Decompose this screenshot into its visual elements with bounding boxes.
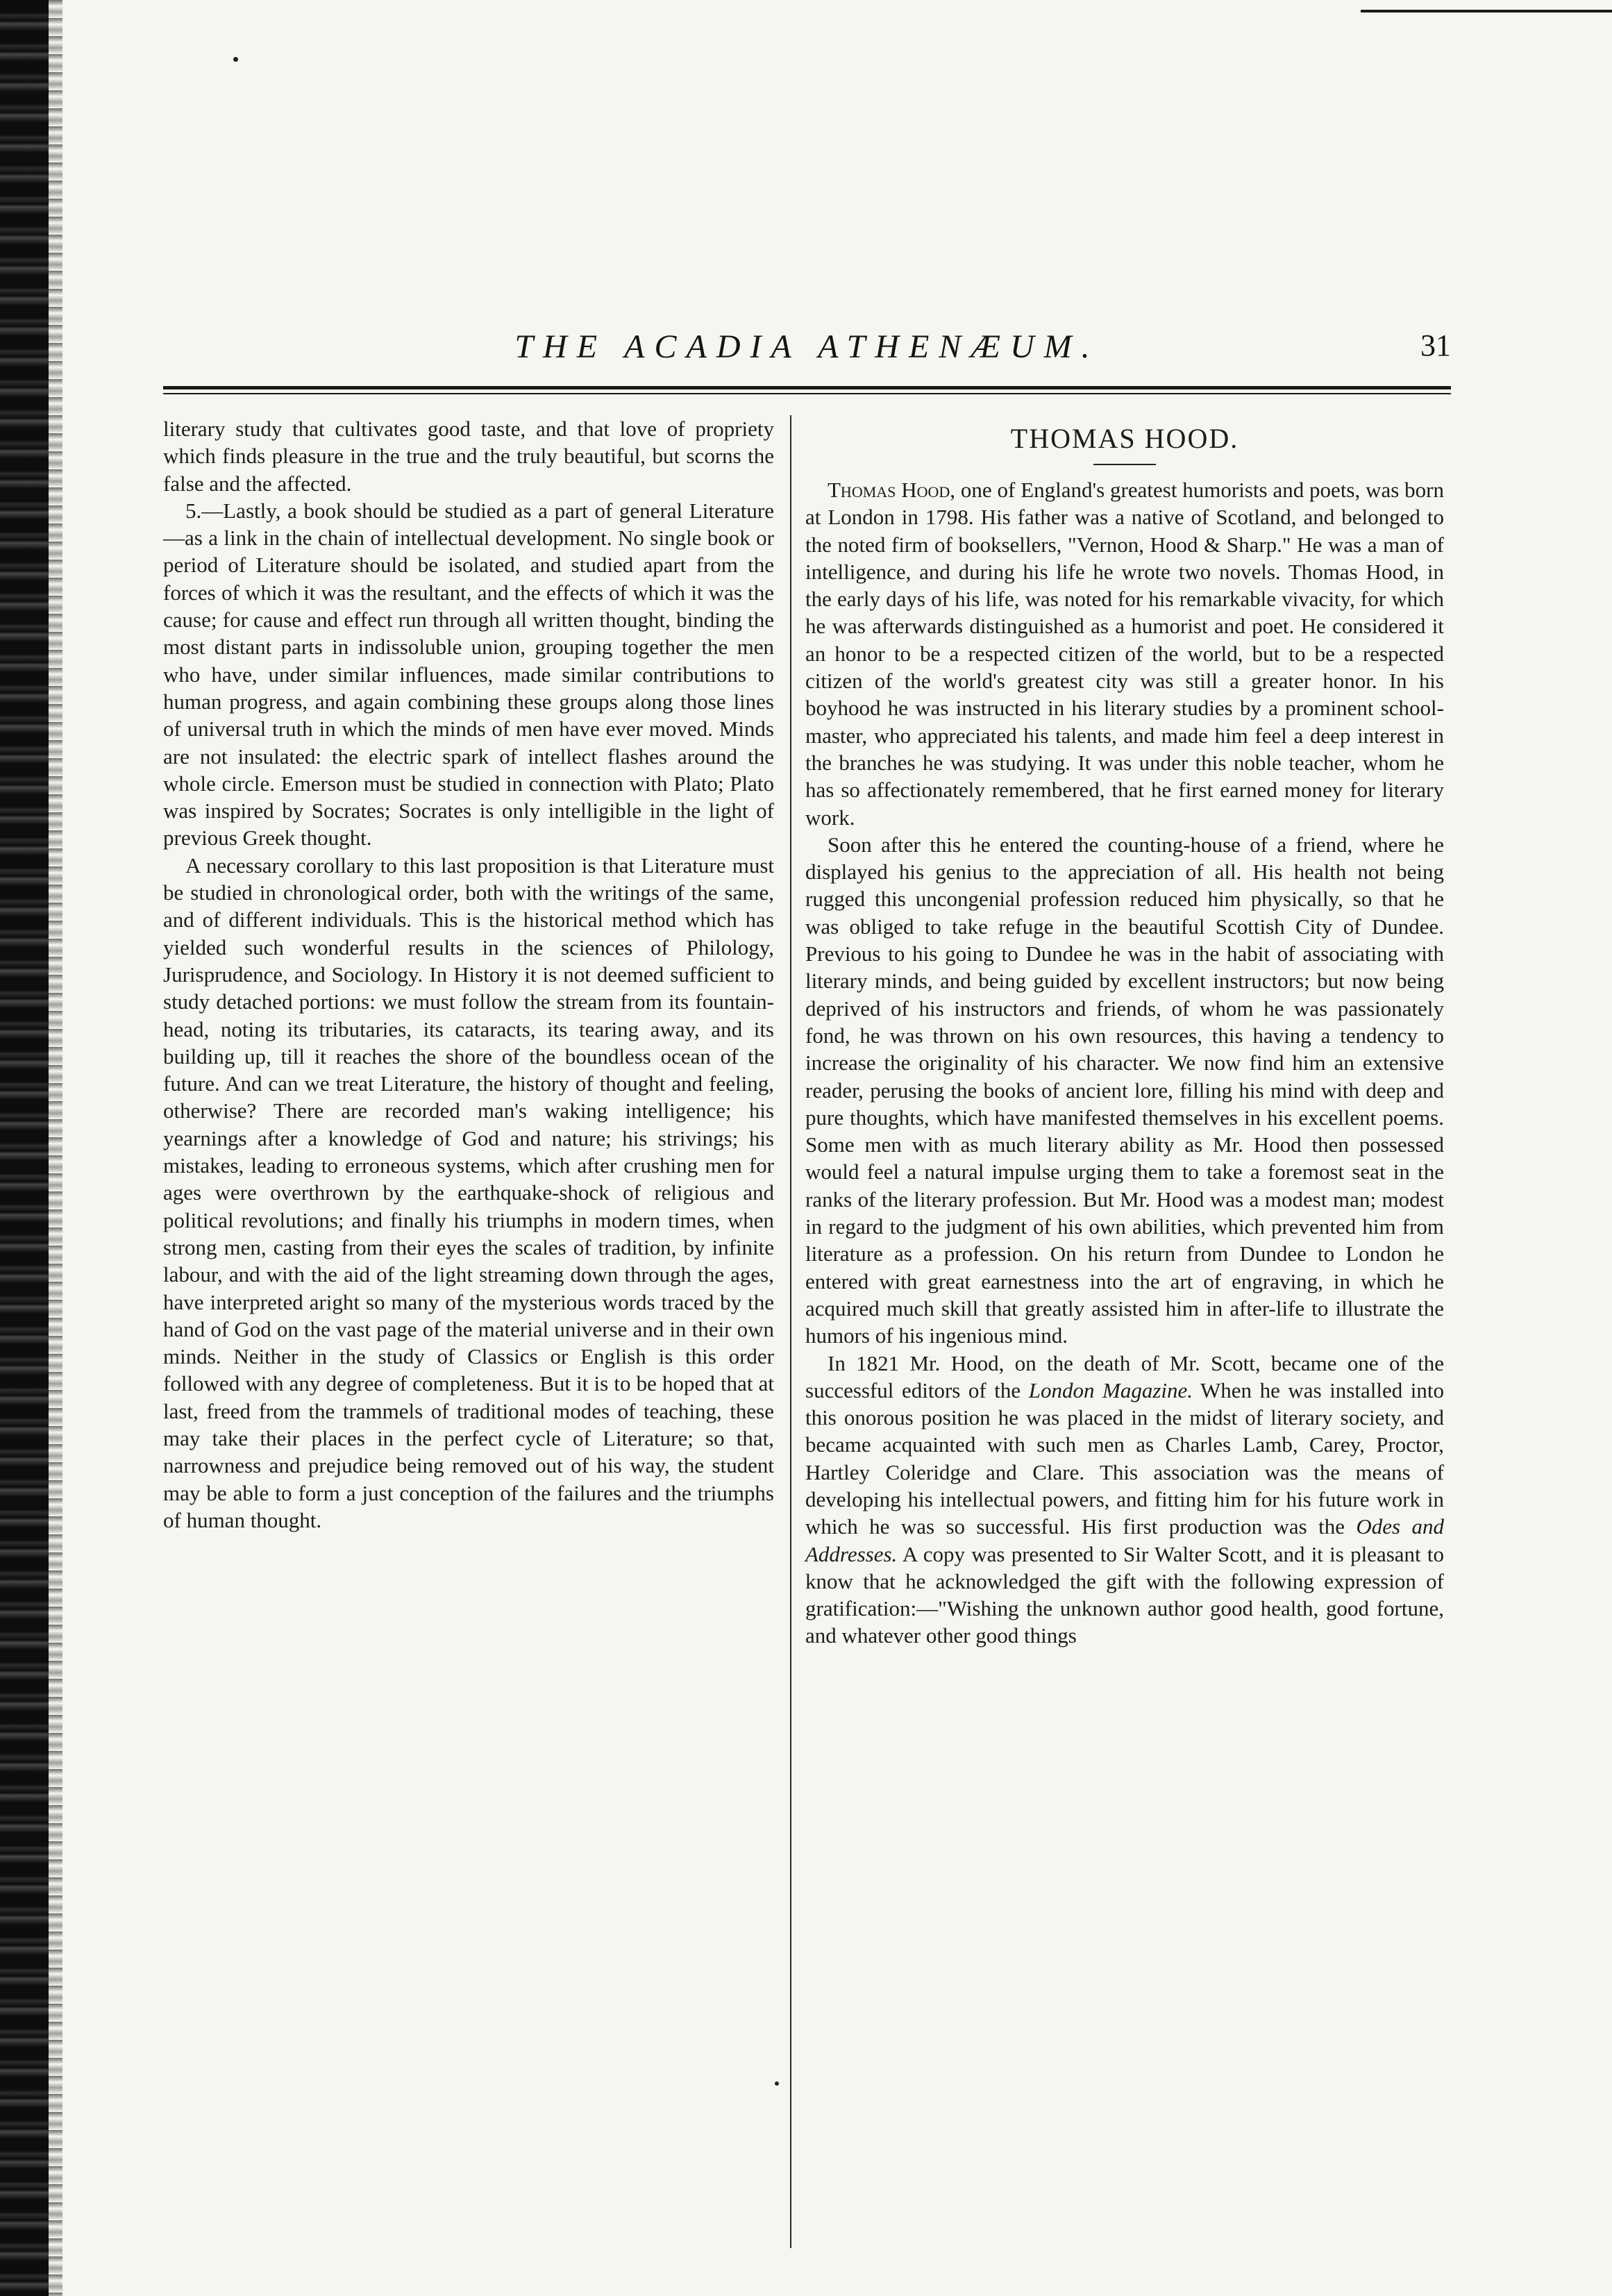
work-title: Odes and Addresses. [805, 1514, 1445, 1566]
article-title: THOMAS HOOD. [1010, 423, 1239, 454]
scan-speck [775, 2081, 779, 2086]
magazine-title: London Magazine. [1028, 1377, 1193, 1402]
paragraph-text: In 1821 Mr. Hood, on the death of Mr. Scott, became one of the successful editors of the [805, 1350, 1444, 1402]
right-column [805, 415, 1444, 1650]
paragraph: literary study that cultivates good taste, and that love of propriety which finds pleasure in the true and the truly beautiful, but scorns the false and the affected. [163, 417, 774, 496]
left-column [163, 415, 774, 1534]
paragraph-text: A copy was presented to Sir Walter Scott, and it is pleasant to know that he acknowledged the gift with the following expression of gratification:—"Wishing the unknown author good health, good fortune, and whatever other good things [805, 1541, 1444, 1648]
scan-binding-edge [0, 0, 49, 2296]
top-edge-rule [1361, 10, 1612, 12]
lead-in: Thomas Hood, [828, 478, 956, 502]
scan-speck [233, 57, 238, 62]
header-rule [163, 393, 1451, 394]
page-number: 31 [1420, 328, 1451, 362]
paragraph: A necessary corollary to this last proposition is that Literature must be studied in chronological order, both with the writings of the same, and of different individuals. This is the historical method which has yielded such wonderful results in the sciences of Philology, Jurisprudence, and Sociology. In History it is not deemed sufficient to study detached portions: we must follow the stream from its fountain-head, noting its tributaries, its cataracts, its tearing away, and its building up, till it reaches the shore of the boundless ocean of the future. And can we treat Literature, the history of thought and feeling, otherwise? There are recorded man's waking intelligence; his yearnings after a knowledge of God and nature; his strivings; his mistakes, leading to erroneous systems, which after crushing men for ages were overthrown by the earthquake-shock of religious and political revolutions; and finally his triumphs in modern times, when strong men, casting from their eyes the scales of tradition, by infinite labour, and with the aid of the light streaming down through the ages, have interpreted aright so many of the mysterious words traced by the hand of God on the vast page of the material universe and in their own minds. Neither in the study of Classics or English is this order followed with any degree of completeness. But it is to be hoped that at last, freed from the trammels of traditional modes of teaching, these may take their places in the perfect cycle of Literature; so that, narrowness and prejudice being removed out of his way, the student may be able to form a just conception of the failures and the triumphs of human thought. [163, 853, 774, 1532]
paragraph-text: one of England's greatest humorists and poets, was born at London in 1798. His father was a native of Scotland, and belonged to the noted firm of booksellers, "Vernon, Hood & Sharp." He was a man of intelligence, and during his life he wrote two novels. Thomas Hood, in the early days of his life, was noted for his remarkable vivacity, for which he was afterwards distinguished as a humorist and poet. He considered it an honor to be a respected citizen of the world, but to be a respected citizen of the world's greatest city was still a greater honor. In his boyhood he was instructed in his literary studies by a prominent school-master, who appreciated his talents, and made him feel a deep interest in the branches he was studying. It was under this noble teacher, whom he has so affectionately remembered, that he first earned money for literary work. [805, 478, 1444, 830]
column-divider [790, 415, 791, 2248]
page-header [163, 324, 1451, 372]
paragraph: Soon after this he entered the counting-house of a friend, where he displayed his genius to the appreciation of all. His health not being rugged this uncongenial profession reduced him physically, so that he was obliged to take refuge in the beautiful Scottish City of Dundee. Previous to his going to Dundee he was in the habit of associating with literary minds, and being guided by excellent instructors; but now being deprived of his instructors and friends, of whom he was passionately fond, he was thrown on his own resources, this having a tendency to increase the originality of his character. We now find him an extensive reader, perusing the books of ancient lore, filling his mind with deep and pure thoughts, which have manifested themselves in his excellent poems. Some men with as much literary ability as Mr. Hood then possessed would feel a natural impulse urging them to take a foremost seat in the ranks of the literary profession. But Mr. Hood was a modest man; modest in regard to the judgment of his own abilities, which prevented him from literature as a profession. On his return from Dundee to London he entered with great earnestness into the art of engraving, in which he acquired much skill that greatly assisted him in after-life to illustrate the humors of his ingenious mind. [805, 832, 1444, 1348]
header-rule [163, 386, 1451, 389]
paragraph [805, 1350, 1444, 1650]
running-title: THE ACADIA ATHENÆUM. [514, 328, 1100, 365]
paragraph-text: When he was installed into this onorous position he was placed in the midst of literary society, and became acquainted with such men as Charles Lamb, Carey, Proctor, Hartley Coleridge and Clare. This association was the means of developing his intellectual powers, and fitting him for his future work in which he was so successful. His first production was the [805, 1377, 1445, 1539]
title-rule [1093, 464, 1156, 465]
paragraph: 5.—Lastly, a book should be studied as a part of general Literature—as a link in the chain of intellectual development. No single book or period of Literature should be isolated, and studied apart from the forces of which it was the resultant, and the effects of which it was the cause; for cause and effect run through all written thought, binding the most distant parts in indissoluble union, grouping together the men who have, under similar influences, made similar contributions to human progress, and again combining these groups along those lines of universal truth in which the minds of men have ever moved. Minds are not insulated: the electric spark of intellect flashes around the whole circle. Emerson must be studied in connection with Plato; Plato was inspired by Socrates; Socrates is only intelligible in the light of previous Greek thought. [163, 498, 774, 850]
paragraph [805, 476, 1444, 831]
